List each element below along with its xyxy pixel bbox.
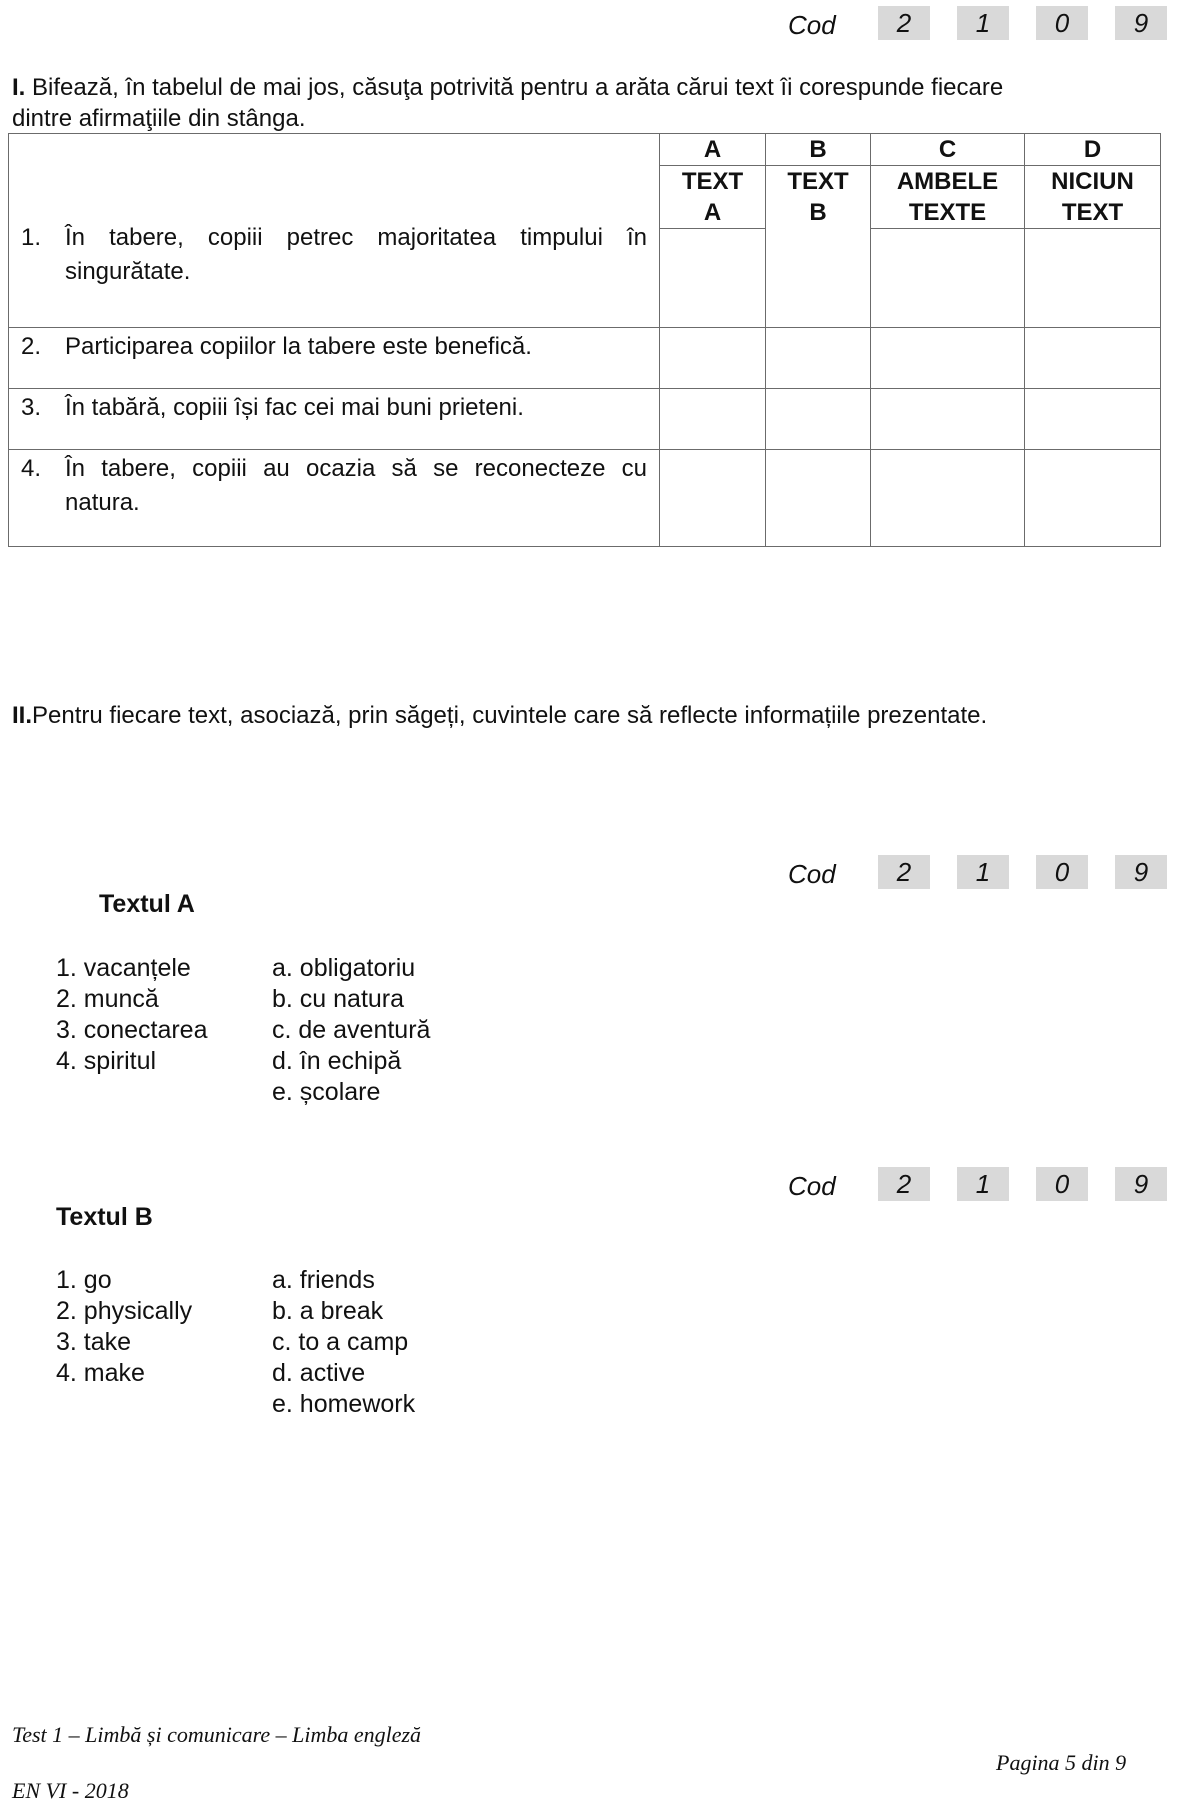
- statement-2: 2. Participarea copiilor la tabere este benefică.: [9, 328, 660, 389]
- text-b-right-list: [272, 1265, 415, 1420]
- column-letter-c: C: [871, 134, 1025, 166]
- cod-digit: 9: [1115, 1167, 1167, 1201]
- column-letter-d: D: [1025, 134, 1161, 166]
- checkbox-cell-4c[interactable]: [871, 450, 1025, 547]
- list-item[interactable]: c. to a camp: [272, 1328, 409, 1356]
- text-a-right-list: [272, 953, 430, 1108]
- checkbox-cell-4b[interactable]: [766, 450, 871, 547]
- column-letter-a: A: [660, 134, 766, 166]
- cod-digit: 9: [1115, 6, 1167, 40]
- cod-label: Cod: [788, 10, 836, 40]
- section2-roman: II.: [12, 702, 33, 729]
- list-item[interactable]: c. de aventură: [272, 1016, 431, 1044]
- column-header-c: AMBELE TEXTE: [871, 166, 1025, 229]
- checkbox-cell-3d[interactable]: [1025, 389, 1161, 450]
- checkbox-cell-3a[interactable]: [660, 389, 766, 450]
- list-item[interactable]: 4. make: [56, 1359, 145, 1387]
- cod-label: Cod: [788, 859, 836, 889]
- list-item[interactable]: b. a break: [272, 1297, 384, 1325]
- table-row: [9, 229, 1161, 328]
- section1-roman: I.: [12, 74, 26, 101]
- text-a-left-list: [56, 953, 208, 1077]
- column-header-b: TEXT B: [766, 166, 871, 229]
- section1-instruction-line2: dintre afirmaţiile din stânga.: [12, 105, 306, 132]
- list-item[interactable]: 1. vacanțele: [56, 954, 191, 982]
- checkbox-cell-1c[interactable]: [871, 229, 1025, 328]
- list-item[interactable]: e. școlare: [272, 1078, 381, 1106]
- statement-3: 3. În tabără, copiii își fac cei mai buni prieteni.: [9, 389, 660, 450]
- table-header-empty: [9, 134, 660, 166]
- cod-digit: 0: [1036, 855, 1088, 889]
- checkbox-cell-1d[interactable]: [1025, 229, 1161, 328]
- checkbox-cell-2d[interactable]: [1025, 328, 1161, 389]
- column-letter-b: B: [766, 134, 871, 166]
- text-a-title: Textul A: [99, 890, 195, 918]
- cod-digit: 2: [878, 855, 930, 889]
- footer-page-number: Pagina 5 din 9: [996, 1750, 1127, 1775]
- cod-digit: 0: [1036, 1167, 1088, 1201]
- list-item[interactable]: d. în echipă: [272, 1047, 402, 1075]
- table-header-row: [9, 166, 1161, 229]
- cod-digit: 0: [1036, 6, 1088, 40]
- checkbox-cell-2a[interactable]: [660, 328, 766, 389]
- statement-1: 1. În tabere, copiii petrec majoritatea timpului în singurătate.: [9, 229, 660, 328]
- list-item[interactable]: a. friends: [272, 1266, 375, 1294]
- text-b-title: Textul B: [56, 1203, 153, 1231]
- footer-exam-line: EN VI - 2018: [12, 1778, 129, 1803]
- table-row: [9, 450, 1161, 547]
- list-item[interactable]: d. active: [272, 1359, 366, 1387]
- checkbox-cell-4d[interactable]: [1025, 450, 1161, 547]
- cod-digit: 1: [957, 1167, 1009, 1201]
- table-letter-row: [9, 134, 1161, 166]
- statement-4: 4. În tabere, copiii au ocazia să se reconecteze cu natura.: [9, 450, 660, 547]
- checkbox-cell-3c[interactable]: [871, 389, 1025, 450]
- cod-header: [0, 853, 1177, 893]
- cod-digit: 2: [878, 1167, 930, 1201]
- list-item[interactable]: 4. spiritul: [56, 1047, 157, 1075]
- column-header-d: NICIUN TEXT: [1025, 166, 1161, 229]
- checkbox-cell-1b[interactable]: [766, 229, 871, 328]
- checkbox-cell-2b[interactable]: [766, 328, 871, 389]
- answer-table: [8, 133, 1161, 547]
- table-header-empty: [9, 166, 660, 229]
- text-b-left-list: [56, 1265, 192, 1389]
- cod-header: [0, 4, 1177, 44]
- cod-header: [0, 1165, 1177, 1205]
- cod-label: Cod: [788, 1171, 836, 1201]
- checkbox-cell-4a[interactable]: [660, 450, 766, 547]
- list-item[interactable]: 2. muncă: [56, 985, 159, 1013]
- list-item[interactable]: b. cu natura: [272, 985, 405, 1013]
- checkbox-cell-1a[interactable]: [660, 229, 766, 328]
- cod-digit: 9: [1115, 855, 1167, 889]
- footer-test-line: Test 1 – Limbă și comunicare – Limba engleză: [12, 1722, 422, 1747]
- column-header-a: TEXT A: [660, 166, 766, 229]
- checkbox-cell-3b[interactable]: [766, 389, 871, 450]
- section1-instruction: [12, 72, 1172, 134]
- section1-instruction-line1: Bifează, în tabelul de mai jos, căsuţa potrivită pentru a arăta cărui text îi corespunde fiecare: [25, 74, 1004, 101]
- list-item[interactable]: 2. physically: [56, 1297, 193, 1325]
- table-row: [9, 389, 1161, 450]
- list-item[interactable]: e. homework: [272, 1390, 416, 1418]
- list-item[interactable]: 3. conectarea: [56, 1016, 208, 1044]
- list-item[interactable]: 3. take: [56, 1328, 132, 1356]
- list-item[interactable]: 1. go: [56, 1266, 112, 1294]
- checkbox-cell-2c[interactable]: [871, 328, 1025, 389]
- cod-digit: 1: [957, 6, 1009, 40]
- cod-digit: 1: [957, 855, 1009, 889]
- section2-instruction: [12, 700, 1172, 731]
- table-row: [9, 328, 1161, 389]
- list-item[interactable]: a. obligatoriu: [272, 954, 416, 982]
- section2-instruction-text: Pentru fiecare text, asociază, prin săgeți, cuvintele care să reflecte informațiile prezentate.: [32, 702, 988, 729]
- cod-digit: 2: [878, 6, 930, 40]
